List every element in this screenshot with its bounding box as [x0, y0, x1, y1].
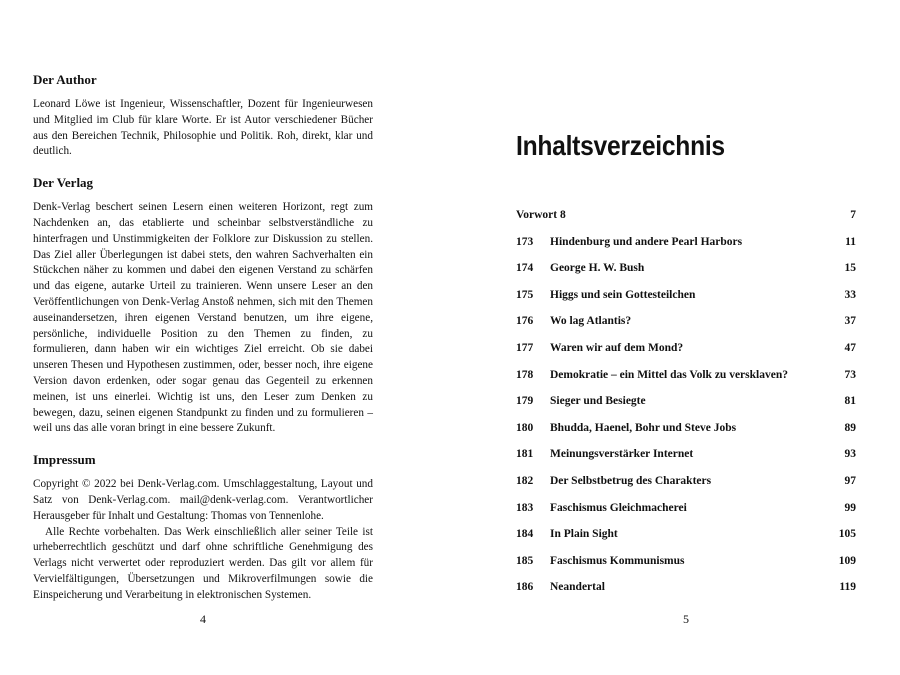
toc-page-number: 37 [844, 315, 856, 328]
toc-row [516, 342, 856, 369]
toc-chapter-title: Der Selbstbetrug des Charakters [550, 474, 712, 487]
toc-page-number: 99 [844, 501, 856, 514]
toc-chapter-number: 186 [516, 581, 534, 594]
imprint-paragraph-rights: Alle Rechte vorbehalten. Das Werk einschließlich aller seiner Teile ist urheberrechtlich geschützt und darf ohne schriftliche Genehmigung des Verlags nicht verwertet oder reproduziert werden. Das gilt vor allem für Vervielfältigungen, Übersetzungen und Mikroverfilmungen sowie die Einspeicherung und Verarbeitung in elektronischen Systemen. [33, 525, 373, 601]
toc-row [516, 528, 856, 555]
toc-chapter-title: Meinungsverstärker Internet [550, 448, 694, 461]
right-page [450, 0, 900, 675]
toc-page-number: 7 [850, 209, 856, 221]
toc-chapter-number: 176 [516, 315, 534, 328]
author-heading: Der Author [33, 72, 97, 87]
toc-row [516, 448, 856, 475]
toc-chapter-title: Vorwort 8 [516, 209, 566, 221]
toc-row [516, 369, 856, 396]
toc-row [516, 289, 856, 316]
toc-row [516, 236, 856, 263]
toc-title: Inhaltsverzeichnis [516, 130, 725, 161]
toc-chapter-number: 177 [516, 341, 534, 354]
toc-chapter-title: Higgs und sein Gottesteilchen [550, 288, 696, 301]
toc-row [516, 262, 856, 289]
toc-chapter-title: Waren wir auf dem Mond? [550, 341, 684, 354]
toc-row [516, 475, 856, 502]
toc-page-number: 73 [844, 368, 856, 381]
author-paragraph: Leonard Löwe ist Ingenieur, Wissenschaftler, Dozent für Ingenieurwesen und Mitglied im Club für klare Worte. Er ist Autor verschiedener Bücher aus den Bereichen Technik, Philosophie und Politik. Roh, direkt, klar und deutlich. [33, 98, 373, 158]
toc-chapter-title: Demokratie – ein Mittel das Volk zu versklaven? [550, 368, 788, 381]
toc-chapter-number: 185 [516, 554, 534, 567]
toc-chapter-title: Sieger und Besiegte [550, 395, 646, 408]
toc-chapter-title: George H. W. Bush [550, 262, 645, 275]
toc-chapter-title: Neandertal [550, 581, 605, 594]
toc-chapter-number: 174 [516, 262, 534, 275]
left-page-content [33, 71, 373, 618]
toc-chapter-title: Bhudda, Haenel, Bohr und Steve Jobs [550, 421, 737, 434]
toc-page-number: 89 [844, 421, 856, 434]
publisher-section [33, 174, 373, 437]
toc-chapter-number: 184 [516, 528, 534, 541]
toc-page-number: 93 [844, 448, 856, 461]
publisher-paragraph: Denk-Verlag beschert seinen Lesern einen weiteren Horizont, regt zum Nachdenken an, das etablierte und scheinbar selbstverständliche zu hinterfragen und Unstimmigkeiten der Folklore zur Diskussion zu stellen. Das Ziel aller Überlegungen ist dabei stets, den wahren Sachverhalten ein Stückchen näher zu kommen und dabei den eigenen Verstand zu schärfen und das eigene, autarke Urteil zu trainieren. Wenn unsere Leser an den Veröffentlichungen von Denk-Verlag Anstoß nehmen, sich mit den Themen auseinandersetzen, ihren eigenen Verstand benutzen, um ihre eigene, persönliche, individuelle Position zu den Themen zu finden, zu formulieren, dann haben wir ein wichtiges Ziel erreicht. Ob sie dabei unseren Thesen und Hypothesen zustimmen, oder, besser noch, ihre eigene Version davon erdenken, oder sogar genau das Gegenteil zu erkennen meinen, ist uns einerlei. Wichtig ist uns, den Leser zum Denken zu bewegen, dazu, seinen eigenen Standpunkt zu finden und zu formulieren – weil uns das alle voran bringt in eine bessere Zukunft. [33, 201, 373, 435]
toc-page-number: 97 [844, 474, 856, 487]
left-page-number: 4 [200, 612, 206, 626]
toc-chapter-title: Faschismus Gleichmacherei [550, 501, 687, 514]
toc-page-number: 119 [839, 581, 856, 594]
toc-chapter-title: Wo lag Atlantis? [550, 315, 632, 328]
toc-row [516, 555, 856, 582]
toc-page-number: 11 [845, 235, 856, 248]
toc-page-number: 109 [838, 554, 856, 567]
right-page-number: 5 [683, 612, 689, 626]
toc-page-number: 81 [844, 395, 856, 408]
toc-chapter-number: 173 [516, 235, 534, 248]
toc-chapter-title: Faschismus Kommunismus [550, 554, 685, 567]
toc-chapter-number: 183 [516, 501, 534, 514]
toc-chapter-number: 178 [516, 368, 534, 381]
toc-row [516, 209, 856, 236]
toc-chapter-number: 180 [516, 421, 534, 434]
toc-row [516, 422, 856, 449]
imprint-paragraph-copyright: Copyright © 2022 bei Denk-Verlag.com. Umschlaggestaltung, Layout und Satz von Denk-Verlag.com. mail@denk-verlag.com. Verantwortlicher Herausgeber für Inhalt und Gestaltung: Thomas von Tennenlohe. [33, 478, 373, 522]
imprint-section [33, 451, 373, 603]
toc-chapter-number: 175 [516, 288, 534, 301]
toc-page-number: 33 [844, 288, 856, 301]
toc-chapter-number: 179 [516, 395, 534, 408]
toc-page-number: 47 [844, 341, 856, 354]
publisher-heading: Der Verlag [33, 175, 94, 191]
toc-row [516, 581, 856, 608]
toc-page-number: 105 [838, 528, 856, 541]
toc-row [516, 315, 856, 342]
toc-chapter-title: Hindenburg und andere Pearl Harbors [550, 235, 743, 248]
toc-row [516, 395, 856, 422]
author-section [33, 71, 373, 160]
toc-chapter-number: 181 [516, 448, 534, 461]
toc-row [516, 502, 856, 529]
toc-page-number: 15 [844, 262, 856, 275]
toc-chapter-title: In Plain Sight [550, 528, 618, 541]
toc-chapter-number: 182 [516, 474, 534, 487]
imprint-heading: Impressum [33, 452, 96, 468]
table-of-contents [516, 209, 856, 608]
